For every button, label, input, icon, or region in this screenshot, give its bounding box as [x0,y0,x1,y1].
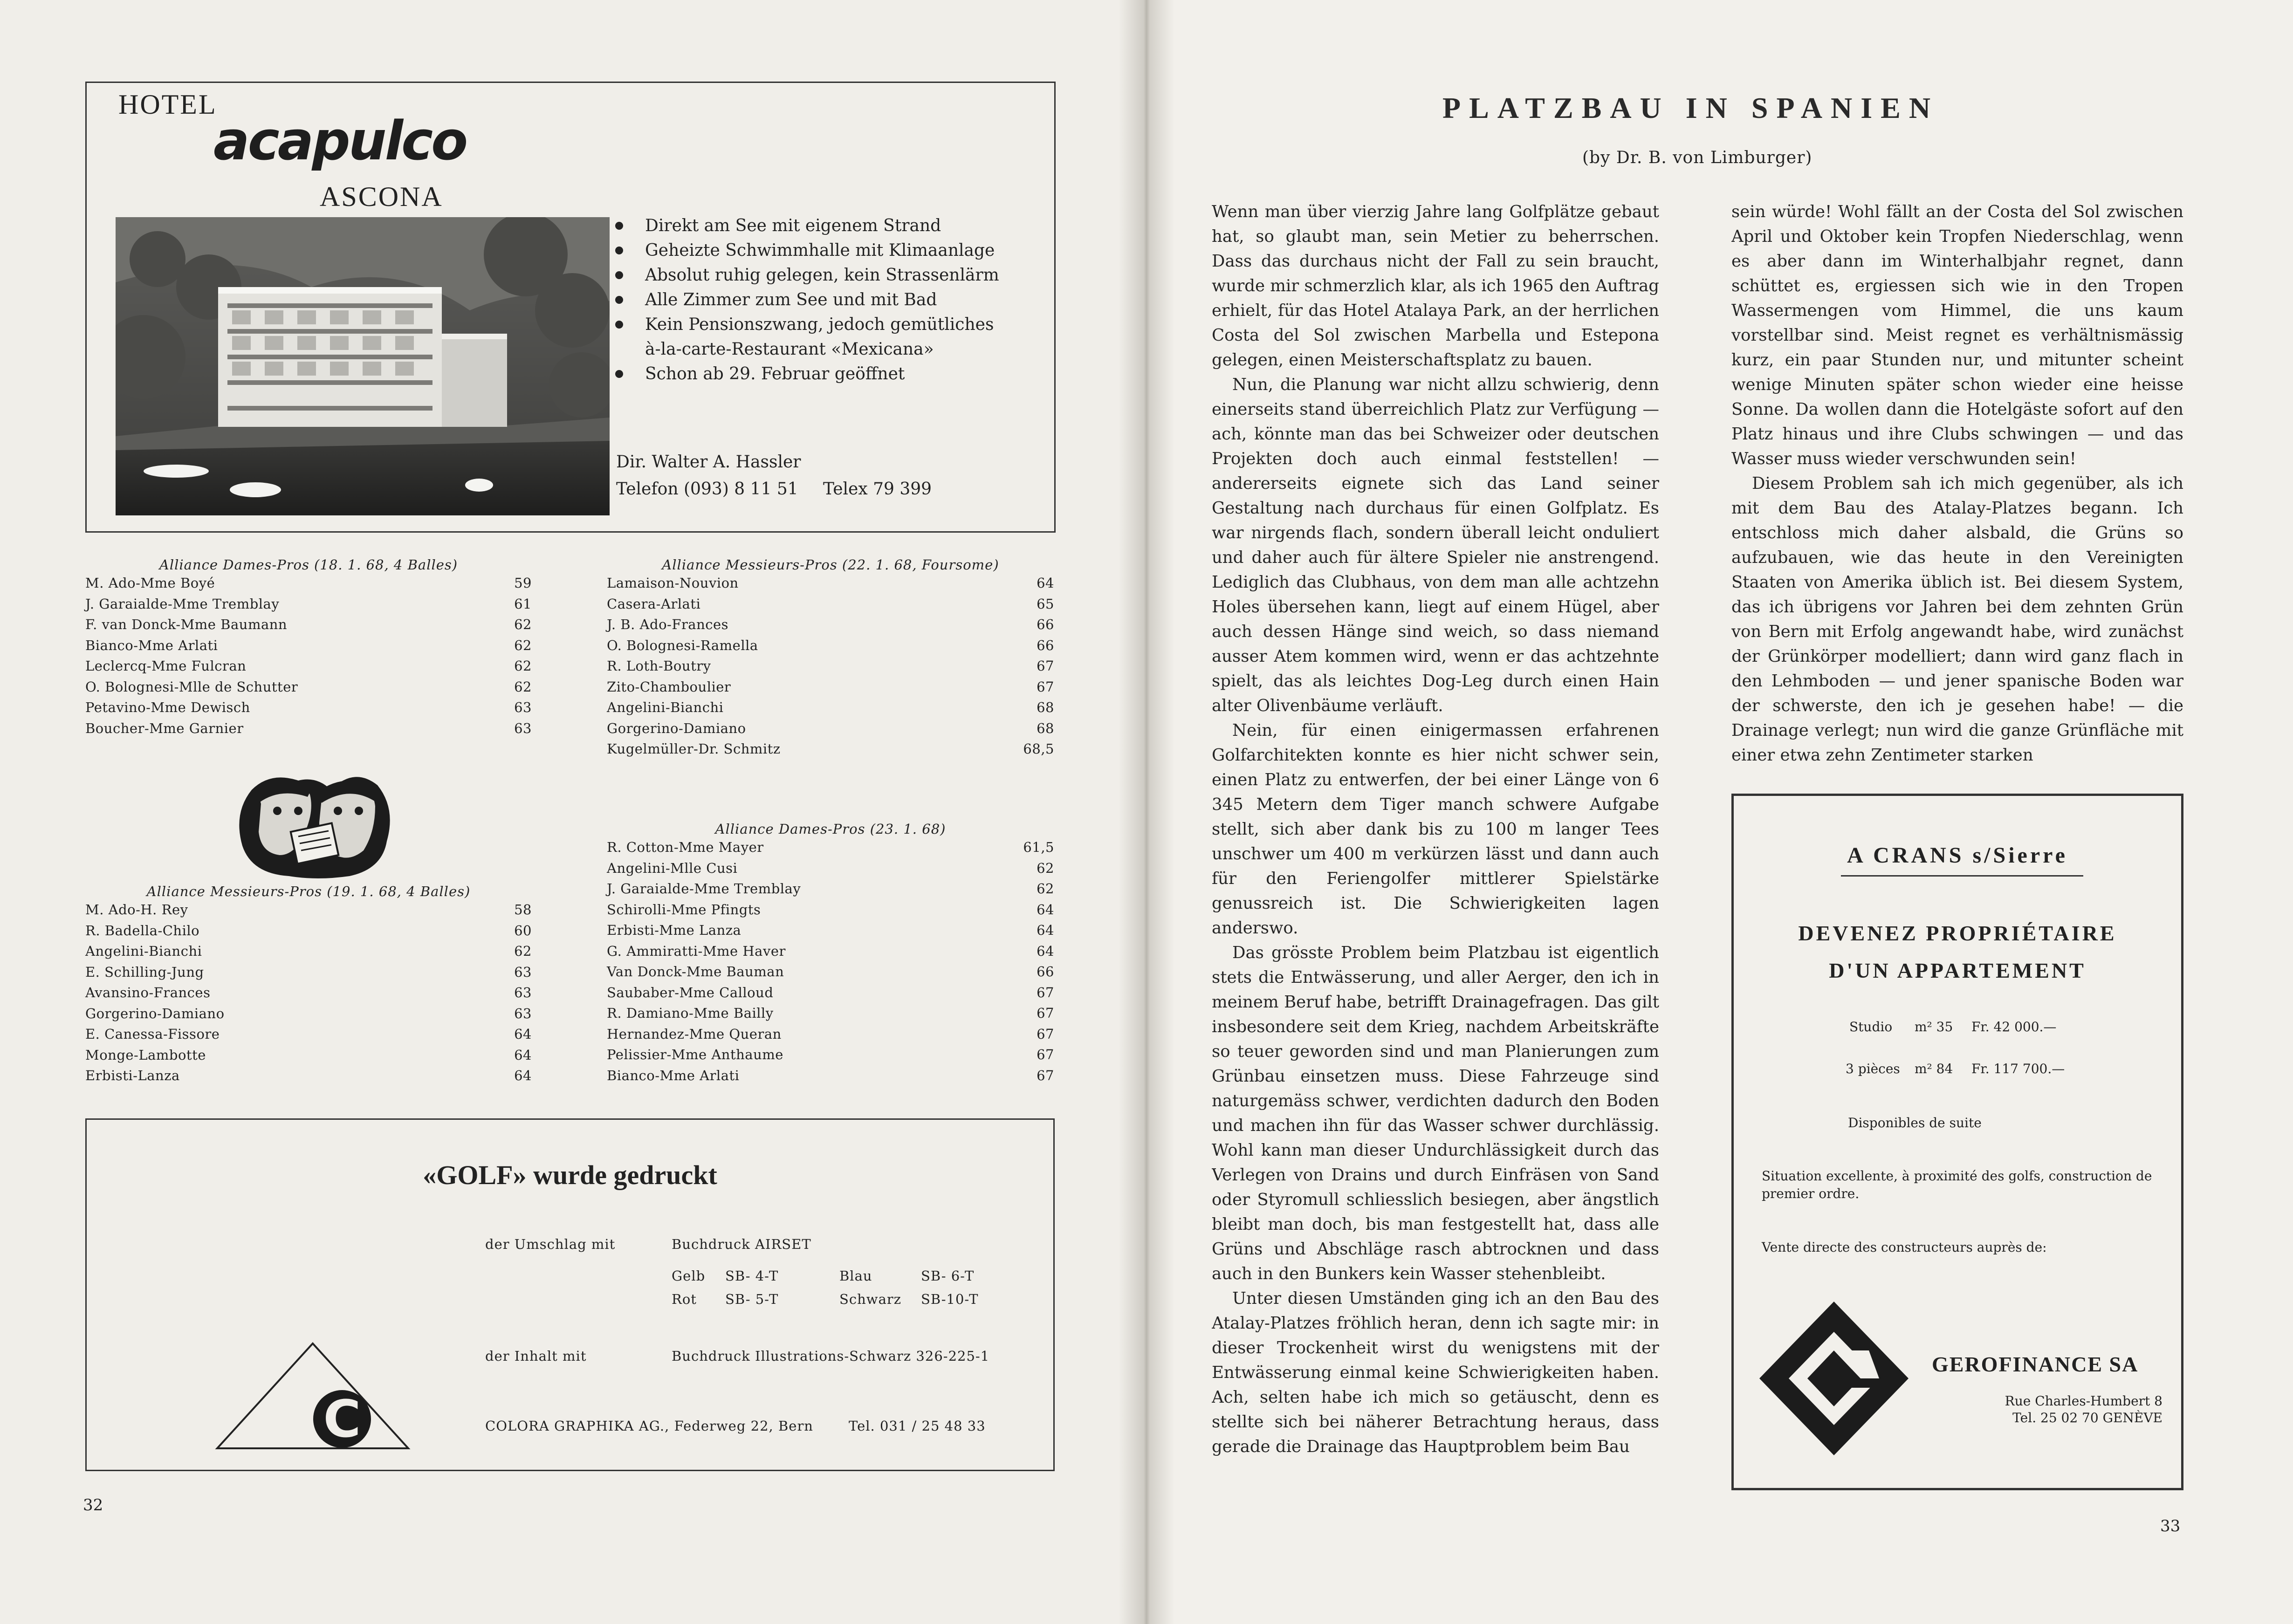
crans-heading-underline [1841,875,2083,877]
cover-print: Buchdruck AIRSET [672,1236,811,1252]
ink-code: SB- 6-T [921,1268,975,1284]
result-pair: Gorgerino-Damiano [607,720,746,736]
result-row [607,1003,1054,1024]
result-row [607,1044,1054,1065]
article-paragraph: Unter diesen Umständen ging ich an den Bau des Atalay-Platzes fröhlich heran, denn ich sagte mir: in dieser Trockenheit wirst du wenigstens mit der Entwässerung einmal keine Schwierigkeiten haben. Ach, selten habe ich mich so getäuscht, denn es stellte sich bei näherer Betrachtung heraus, dass gerade die Drainage das Hauptproblem beim Bau [1212,1289,1659,1456]
printer-address: COLORA GRAPHIKA AG., Federweg 22, Bern [485,1418,813,1434]
result-score: 64 [514,1026,532,1042]
crans-heading: A CRANS s/Sierre [1847,843,2068,868]
result-pair: Erbisti-Mme Lanza [607,922,741,938]
result-row [607,982,1054,1003]
result-row [607,961,1054,982]
ink-code: SB- 5-T [725,1291,779,1307]
result-row [85,982,532,1003]
result-row [607,697,1054,718]
crans-availability: Disponibles de suite [1848,1115,1982,1131]
result-score: 66 [1037,637,1054,653]
result-score: 63 [514,1005,532,1021]
diamond-g-icon [1757,1299,1911,1458]
result-score: 68 [1037,699,1054,715]
result-row [85,941,532,962]
result-pair: R. Damiano-Mme Bailly [607,1005,774,1021]
feature-item: à-la-carte-Restaurant «Mexicana» [645,340,934,359]
hotel-label: HOTEL [118,89,217,120]
result-score: 68,5 [1023,741,1054,757]
results-title: Alliance Dames-Pros (23. 1. 68) [715,821,946,837]
result-pair: Lamaison-Nouvion [607,575,739,591]
result-row [607,635,1054,656]
result-pair: Hernandez-Mme Queran [607,1026,782,1042]
result-pair: Leclercq-Mme Fulcran [85,658,247,674]
result-pair: Avansino-Frances [85,985,211,1000]
feature-item: Geheizte Schwimmhalle mit Klimaanlage [613,238,1042,263]
feature-item: Schon ab 29. Februar geöffnet [613,362,1042,386]
result-pair: R. Badella-Chilo [85,922,200,939]
result-pair: Angelini-Bianchi [85,943,202,959]
content-label: der Inhalt mit [485,1348,587,1364]
crans-ad [1731,794,2183,1490]
result-pair: Pelissier-Mme Anthaume [607,1047,783,1062]
ink-name: Schwarz [839,1291,902,1307]
result-score: 66 [1037,617,1054,632]
hotel-location: ASCONA [320,181,443,212]
article-paragraph: sein würde! Wohl fällt an der Costa del Sol zwischen April und Oktober kein Tropfen Niederschlag, wenn es aber dann im Winterhalbjahr regnet, dann schüttet es, ergiessen sich wie in den Tropen Wassermengen vom Himmel, die uns kaum vorstellbar sind. Meist regnet es verhältnismässig kurz, ein paar Stunden nur, und mitunter scheint wenige Minuten später schon wieder eine heisse Sonne. Da wollen dann die Hotelgäste sofort auf den Platz hinaus und ihre Clubs schwingen — und das Wasser muss wieder verschwunden sein! [1731,202,2183,468]
result-row [607,1024,1054,1045]
result-score: 64 [1037,922,1054,938]
result-pair: Zito-Chamboulier [607,678,731,695]
result-pair: Erbisti-Lanza [85,1068,180,1083]
hotel-photo [116,217,610,515]
result-row [85,899,532,920]
golf-ad-title: «GOLF» wurde gedruckt [423,1160,717,1190]
result-pair: Saubaber-Mme Calloud [607,984,774,1000]
result-row [85,677,532,698]
result-row [607,1065,1054,1086]
result-pair: Boucher-Mme Garnier [85,720,244,736]
ink-name: Gelb [672,1268,706,1284]
triangle-c-logo [213,1339,413,1455]
result-row [85,962,532,983]
result-score: 62 [514,678,532,695]
result-score: 62 [1037,860,1054,876]
result-row [85,1024,532,1045]
result-score: 62 [514,658,532,674]
result-pair: J. Garaialde-Mme Tremblay [607,881,801,897]
result-score: 63 [514,699,532,715]
result-row [85,1003,532,1024]
result-row [85,1065,532,1086]
ink-name: Blau [839,1268,872,1284]
article-paragraph: Diesem Problem sah ich mich gegenüber, als ich mit dem Bau des Atalay-Platzes begann. Ich entschloss mich daher alsbald, die Grüns so aufzubauen, wie das heute in den Vereinigten Staaten von Amerika üblich ist. Bei diesem System, das ich übrigens vor Jahren bei dem zehnten Grün von Bern mit Erfolg angewandt habe, wird zunächst der Grünkörper modelliert; dann wird ganz flach in den Lehmboden — und jener spanische Boden war der schwerste, den ich je gesehen habe! — die Drainage verlegt; nun wird die ganze Grünfläche mit einer etwa zehn Zentimeter starken [1731,474,2183,765]
crans-line1: DEVENEZ PROPRIÉTAIRE [1798,921,2117,945]
offer-area: m² 84 [1915,1061,1953,1076]
result-pair: G. Ammiratti-Mme Haver [607,943,786,959]
logo-letter: C [323,1389,361,1449]
result-row [607,614,1054,635]
result-pair: Schirolli-Mme Pfingts [607,901,761,918]
result-pair: Casera-Arlati [607,596,701,612]
result-score: 63 [514,985,532,1000]
crans-tel: Tel. 25 02 70 GENÈVE [2012,1410,2163,1425]
crans-line2: D'UN APPARTEMENT [1829,959,2086,982]
result-score: 66 [1037,964,1054,980]
hotel-phone: Telefon (093) 8 11 51 [616,480,798,499]
hotel-ad [85,82,1056,533]
result-pair: O. Bolognesi-Mlle de Schutter [85,678,298,695]
result-row [607,941,1054,962]
result-pair: Van Donck-Mme Bauman [607,964,784,980]
result-row [85,656,532,677]
article-byline: (by Dr. B. von Limburger) [1582,148,1812,167]
result-pair: E. Schilling-Jung [85,964,204,980]
hotel-features [613,213,1042,386]
hotel-telex: Telex 79 399 [823,480,932,499]
offer-price: Fr. 117 700.— [1971,1061,2065,1076]
article-column-2 [1731,199,2183,770]
cartoon-image [233,762,396,881]
result-score: 61,5 [1023,839,1054,855]
results-table-3 [85,884,532,1086]
result-row [85,635,532,656]
offer-area: m² 35 [1915,1019,1953,1035]
result-row [607,656,1054,677]
result-score: 63 [514,720,532,736]
result-score: 68 [1037,720,1054,736]
result-row [85,920,532,941]
result-pair: M. Ado-H. Rey [85,902,188,918]
book-gutter [1119,0,1174,1624]
ink-code: SB-10-T [921,1291,979,1307]
result-score: 60 [514,922,532,939]
result-pair: Angelini-Bianchi [607,699,724,715]
hotel-logo: acapulco [213,110,467,172]
result-row [607,899,1054,920]
printer-tel: Tel. 031 / 25 48 33 [849,1418,986,1434]
results-rows [607,837,1054,1086]
result-score: 67 [1037,1047,1054,1062]
result-pair: F. van Donck-Mme Baumann [85,617,288,632]
results-table-2 [607,557,1054,760]
feature-item: Absolut ruhig gelegen, kein Strassenlärm [613,263,1042,288]
result-pair: J. B. Ado-Frances [607,617,729,632]
feature-item: Kein Pensionszwang, jedoch gemütliches [613,312,1042,337]
result-score: 67 [1037,984,1054,1000]
result-pair: Petavino-Mme Dewisch [85,699,250,715]
article-title: PLATZBAU IN SPANIEN [1442,91,1939,124]
result-score: 59 [514,575,532,591]
crans-sales: Vente directe des constructeurs auprès de: [1762,1240,2047,1255]
result-score: 63 [514,964,532,980]
result-score: 64 [514,1068,532,1083]
result-pair: J. Garaialde-Mme Tremblay [85,596,280,612]
result-pair: Bianco-Mme Arlati [85,637,218,653]
results-title: Alliance Dames-Pros (18. 1. 68, 4 Balles) [159,557,458,573]
article-column-1 [1212,199,1659,1495]
result-score: 64 [514,1047,532,1063]
result-score: 67 [1037,1005,1054,1021]
result-row [607,594,1054,615]
feature-item: Alle Zimmer zum See und mit Bad [613,288,1042,312]
article-paragraph: Nun, die Planung war nicht allzu schwierig, denn einerseits stand überreichlich Platz zur Verfügung — ach, könnte man das bei Schweizer oder deutschen Projekten doch auch einmal feststellen! — andererseits eignete sich das Land seiner Gestaltung nach durchaus für einen Golfplatz. Es war nirgends flach, sondern überall leicht onduliert und daher auch für ältere Spieler nie anstrengend. Lediglich das Clubhaus, von dem man alle achtzehn Holes übersehen kann, liegt auf einem Hügel, aber auch dessen Hänge sind weich, so dass niemand ausser Atem kommen wird, wenn er das achtzehnte spielt, das als leichtes Dog-Leg durch einen Hain alter Olivenbäume verläuft. [1212,375,1659,715]
result-row [85,718,532,739]
golf-print-ad [85,1118,1055,1471]
article-paragraph: Wenn man über vierzig Jahre lang Golfplätze gebaut hat, so glaubt man, sein Metier zu beherrschen. Dass das durchaus nicht der Fall zu sein braucht, wurde mir schmerzlich klar, als ich 1965 den Auftrag erhielt, für das Hotel Atalaya Park, an der herrlichen Costa del Sol zwischen Marbella und Estepona gelegen, einen Meisterschaftsplatz zu bauen. [1212,202,1659,370]
result-row [85,594,532,615]
ink-name: Rot [672,1291,697,1307]
result-score: 62 [514,617,532,632]
result-pair: Bianco-Mme Arlati [607,1067,740,1083]
result-row [607,878,1054,899]
result-pair: Gorgerino-Damiano [85,1005,225,1021]
results-rows [85,899,532,1086]
result-row [85,614,532,635]
content-print: Buchdruck Illustrations-Schwarz 326-225-1 [672,1348,990,1364]
results-table-4 [607,821,1054,1086]
results-rows [85,573,532,739]
result-score: 58 [514,902,532,918]
result-row [607,718,1054,739]
hotel-director: Dir. Walter A. Hassler [616,452,801,472]
colora-logo [213,1339,413,1455]
results-title: Alliance Messieurs-Pros (19. 1. 68, 4 Balles) [146,884,471,899]
ink-code: SB- 4-T [725,1268,779,1284]
result-row [607,739,1054,760]
result-row [607,858,1054,879]
result-score: 65 [1037,596,1054,612]
gerofinance-logo [1757,1299,1911,1458]
result-score: 67 [1037,1067,1054,1083]
result-row [607,677,1054,698]
crans-address: Rue Charles-Humbert 8 [2005,1393,2163,1409]
result-row [85,573,532,594]
result-score: 67 [1037,658,1054,674]
result-score: 67 [1037,1026,1054,1042]
result-pair: O. Bolognesi-Ramella [607,637,758,653]
result-row [607,837,1054,858]
result-score: 64 [1037,943,1054,959]
crans-situation: Situation excellente, à proximité des golfs, construction de premier ordre. [1762,1168,2152,1201]
crans-company: GEROFINANCE SA [1932,1352,2139,1376]
result-score: 64 [1037,901,1054,918]
results-rows [607,573,1054,760]
result-pair: E. Canessa-Fissore [85,1026,220,1042]
results-title: Alliance Messieurs-Pros (22. 1. 68, Foursome) [662,557,999,573]
article-paragraph: Das grösste Problem beim Platzbau ist eigentlich stets die Entwässerung, und aller Aerger, den ich in meinem Beruf habe, betrifft Drainagefragen. Das gilt insbesondere seit dem Krieg, nachdem Arbeitskräfte so teuer geworden sind und man Planierungen zum Grünbau einsetzen muss. Diese Fahrzeuge sind naturgemäss schwer, verdichten dadurch den Boden und machen ihn für das Wasser schwer durchlässig. Wohl kann man dieser Undurchlässigkeit durch das Verlegen von Drains und durch Einfräsen von Sand oder Styromull schliesslich besiegen, aber ängstlich bleibt man doch, bis man festgestellt hat, dass alle Grüns und Abschläge rasch abtrocknen und dass auch in den Bunkers kein Wasser stehenbleibt. [1212,943,1659,1283]
page-number-right: 33 [2160,1517,2181,1535]
result-score: 62 [514,943,532,959]
result-row [607,920,1054,941]
result-score: 62 [1037,881,1054,897]
result-score: 64 [1037,575,1054,591]
article-paragraph: Nein, für einen einigermassen erfahrenen Golfarchitekten konnte es hier nicht schwer sein, einen Platz zu entwerfen, der bei einer Länge von 6 345 Metern dem Tiger manch schwere Aufgabe stellt, sich aber dank bis zu 100 m langer Tees unschwer um 400 m verkürzen lässt und dann auch für den Feriengolfer mittlerer Spielstärke genussreich ist. Die Schwierigkeiten lagen anderswo. [1212,721,1659,938]
result-score: 67 [1037,678,1054,695]
result-pair: Monge-Lambotte [85,1047,206,1063]
result-score: 62 [514,637,532,653]
result-score: 61 [514,596,532,612]
result-pair: M. Ado-Mme Boyé [85,575,215,591]
offer-price: Fr. 42 000.— [1971,1019,2057,1035]
results-table-1 [85,557,532,739]
result-pair: Angelini-Mlle Cusi [607,860,738,876]
result-pair: R. Cotton-Mme Mayer [607,839,764,855]
result-row [85,1045,532,1066]
result-pair: R. Loth-Boutry [607,658,711,674]
feature-item: Direkt am See mit eigenem Strand [613,213,1042,238]
hotel-photo-image [116,217,610,515]
cover-label: der Umschlag mit [485,1236,616,1252]
golfers-cartoon [233,762,396,881]
page-number-left: 32 [83,1496,103,1514]
result-row [607,573,1054,594]
result-pair: Kugelmüller-Dr. Schmitz [607,741,781,757]
offer-type: 3 pièces [1846,1061,1900,1076]
result-row [85,697,532,718]
offer-type: Studio [1849,1019,1893,1035]
